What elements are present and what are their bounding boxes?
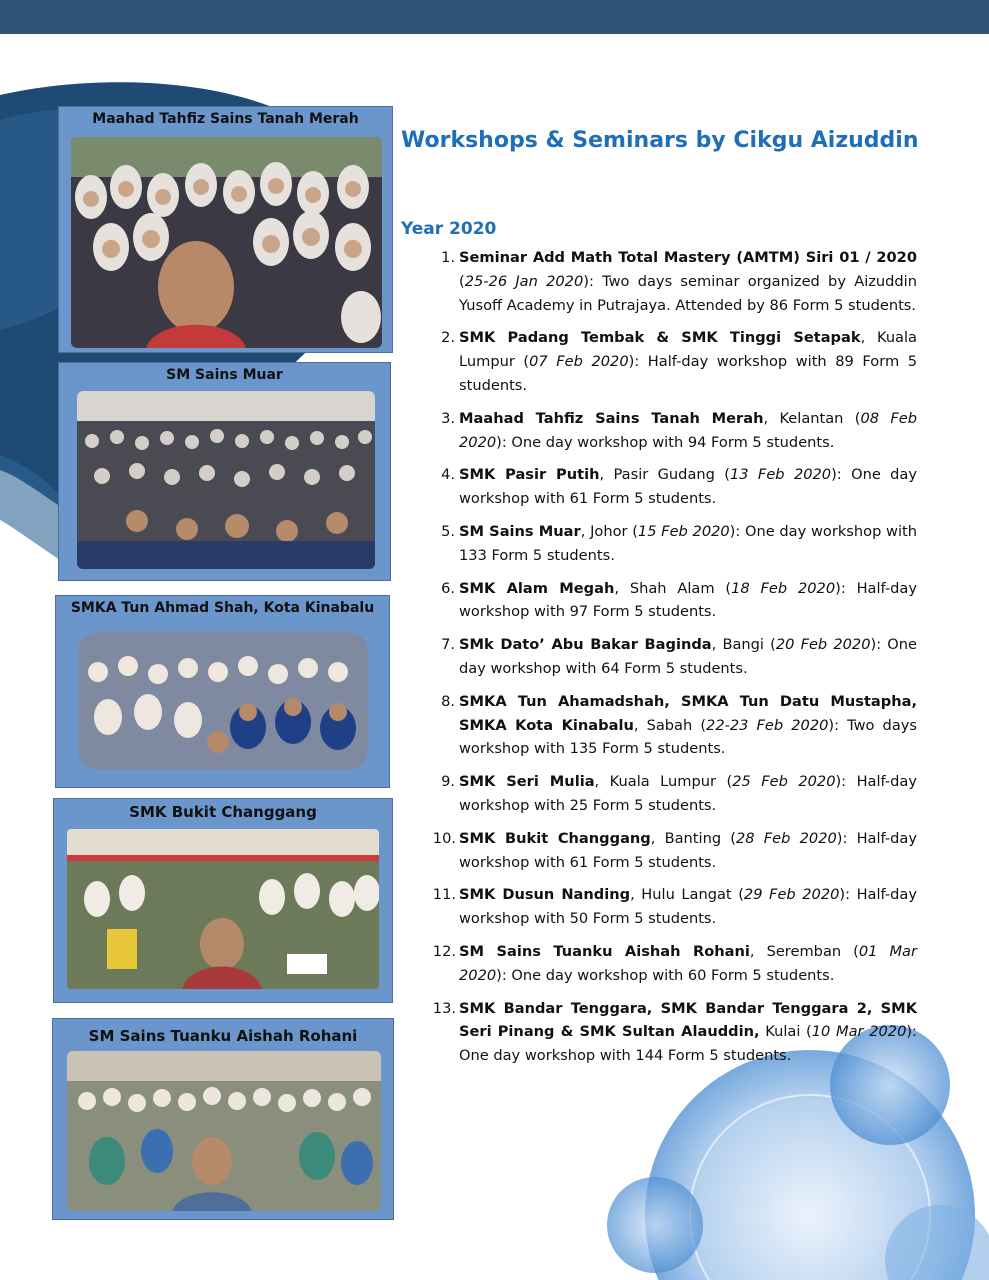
item-name: SM Sains Muar — [459, 522, 581, 540]
group-photo — [78, 632, 368, 770]
item-text: , Shah Alam ( — [614, 579, 732, 597]
card-caption: Maahad Tahfiz Sains Tanah Merah — [92, 111, 359, 127]
item-text: , Kuala Lumpur ( — [594, 773, 733, 791]
item-date: 13 Feb 2020 — [729, 466, 832, 484]
item-number: 1. — [441, 249, 455, 266]
item-number: 4. — [441, 466, 455, 484]
item-text: , Banting ( — [650, 829, 736, 847]
list-item — [401, 520, 917, 568]
item-text: ( — [459, 272, 465, 290]
item-number: 11. — [432, 886, 456, 904]
item-date: 07 Feb 2020 — [529, 353, 629, 371]
item-text: ): Two days workshop with 135 Form 5 students. — [459, 716, 918, 758]
year-heading: Year 2020 — [401, 219, 497, 239]
item-date: 20 Feb 2020 — [775, 636, 871, 654]
list-item — [401, 463, 917, 511]
item-date: 25-26 Jan 2020 — [464, 272, 584, 290]
item-text: , Seremban ( — [749, 942, 859, 960]
page-title: Workshops & Seminars by Cikgu Aizuddin — [401, 128, 919, 153]
list-item — [401, 633, 917, 681]
item-name: SMK Dusun Nanding — [459, 886, 631, 904]
item-text: Kulai ( — [759, 1023, 812, 1041]
card-caption: SM Sains Tuanku Aishah Rohani — [88, 1027, 358, 1045]
item-text: ): One day workshop with 133 Form 5 students. — [459, 522, 917, 564]
list-item — [401, 407, 917, 455]
photo-card — [55, 595, 390, 788]
item-number: 9. — [441, 773, 455, 791]
item-number: 8. — [441, 692, 455, 710]
group-photo — [67, 1051, 381, 1211]
item-date: 08 Feb 2020 — [459, 409, 917, 451]
item-name: Maahad Tahfiz Sains Tanah Merah — [459, 409, 764, 427]
photo-card — [52, 1018, 394, 1220]
item-date: 18 Feb 2020 — [731, 579, 836, 597]
item-name: SMK Padang Tembak & SMK Tinggi Setapak — [459, 329, 861, 347]
item-text: ): Two days seminar organized by Aizuddin Yusoff Academy in Putrajaya. Attended by 86 Form 5 students. — [459, 272, 917, 314]
workshop-list — [401, 246, 917, 1077]
item-text: , Kelantan ( — [763, 409, 861, 427]
item-date: 15 Feb 2020 — [637, 522, 730, 540]
item-name: SMk Dato’ Abu Bakar Baginda — [459, 636, 712, 654]
item-text: , Pasir Gudang ( — [599, 466, 730, 484]
item-text: ): Half-day workshop with 25 Form 5 students. — [459, 773, 917, 814]
list-item — [401, 883, 917, 931]
item-name: SM Sains Tuanku Aishah Rohani — [459, 942, 750, 960]
list-item — [401, 690, 917, 761]
item-number: 10. — [432, 829, 456, 847]
item-name: SMK Alam Megah — [459, 579, 615, 597]
item-date: 29 Feb 2020 — [743, 886, 840, 904]
item-number: 13. — [432, 999, 456, 1017]
item-text: , Sabah ( — [633, 716, 707, 734]
item-name: SMK Seri Mulia — [459, 773, 595, 791]
item-number: 2. — [441, 329, 455, 347]
item-text: ): One day workshop with 61 Form 5 students. — [459, 466, 918, 508]
item-date: 28 Feb 2020 — [736, 829, 837, 847]
photo-card — [53, 798, 393, 1003]
list-item — [401, 246, 917, 317]
card-caption: SMK Bukit Changgang — [129, 803, 317, 821]
item-date: 25 Feb 2020 — [732, 773, 836, 791]
item-text: , Johor ( — [580, 522, 638, 540]
item-text: ): One day workshop with 60 Form 5 students. — [496, 966, 835, 984]
item-text: , Bangi ( — [711, 636, 776, 654]
item-number: 12. — [432, 942, 456, 960]
group-photo — [71, 137, 382, 348]
item-text: ): Half-day workshop with 89 Form 5 students. — [459, 353, 918, 394]
item-text: , Hulu Langat ( — [630, 886, 744, 904]
item-name: SMK Bukit Changgang — [459, 829, 651, 847]
list-item — [401, 326, 917, 397]
item-number: 7. — [441, 636, 455, 654]
photo-card — [58, 106, 393, 353]
item-date: 10 Mar 2020 — [811, 1023, 907, 1041]
item-text: ): One day workshop with 94 Form 5 students. — [496, 433, 835, 451]
card-caption: SM Sains Muar — [166, 367, 283, 383]
item-number: 6. — [441, 579, 455, 597]
item-date: 22-23 Feb 2020 — [706, 716, 829, 734]
mid-bubble — [607, 1177, 703, 1273]
item-name: SMK Pasir Putih — [459, 466, 600, 484]
list-item — [401, 940, 917, 988]
photo-card — [58, 362, 391, 581]
group-photo — [67, 829, 379, 989]
list-item — [401, 577, 917, 625]
item-name: Seminar Add Math Total Mastery (AMTM) Siri 01 / 2020 — [459, 249, 917, 266]
list-item — [401, 997, 917, 1068]
item-text: ): One day workshop with 144 Form 5 students. — [459, 1023, 917, 1065]
item-text: ): Half-day workshop with 61 Form 5 students. — [459, 829, 918, 871]
card-caption: SMKA Tun Ahmad Shah, Kota Kinabalu — [70, 600, 375, 616]
item-name: SMKA Tun Ahamadshah, SMKA Tun Datu Mustapha, SMKA Kota Kinabalu — [459, 692, 917, 734]
item-text: , Kuala Lumpur ( — [459, 329, 918, 371]
item-date: 01 Mar 2020 — [459, 942, 917, 984]
item-text: ): One day workshop with 64 Form 5 students. — [459, 636, 918, 677]
item-number: 3. — [441, 409, 455, 427]
item-text: ): Half-day workshop with 97 Form 5 students. — [459, 579, 918, 621]
group-photo — [77, 391, 375, 569]
item-number: 5. — [441, 522, 455, 540]
list-item — [401, 827, 917, 875]
item-name: SMK Bandar Tenggara, SMK Bandar Tenggara 2, SMK Seri Pinang & SMK Sultan Alauddin, — [459, 999, 917, 1041]
list-item — [401, 770, 917, 818]
item-text: ): Half-day workshop with 50 Form 5 students. — [459, 886, 918, 928]
